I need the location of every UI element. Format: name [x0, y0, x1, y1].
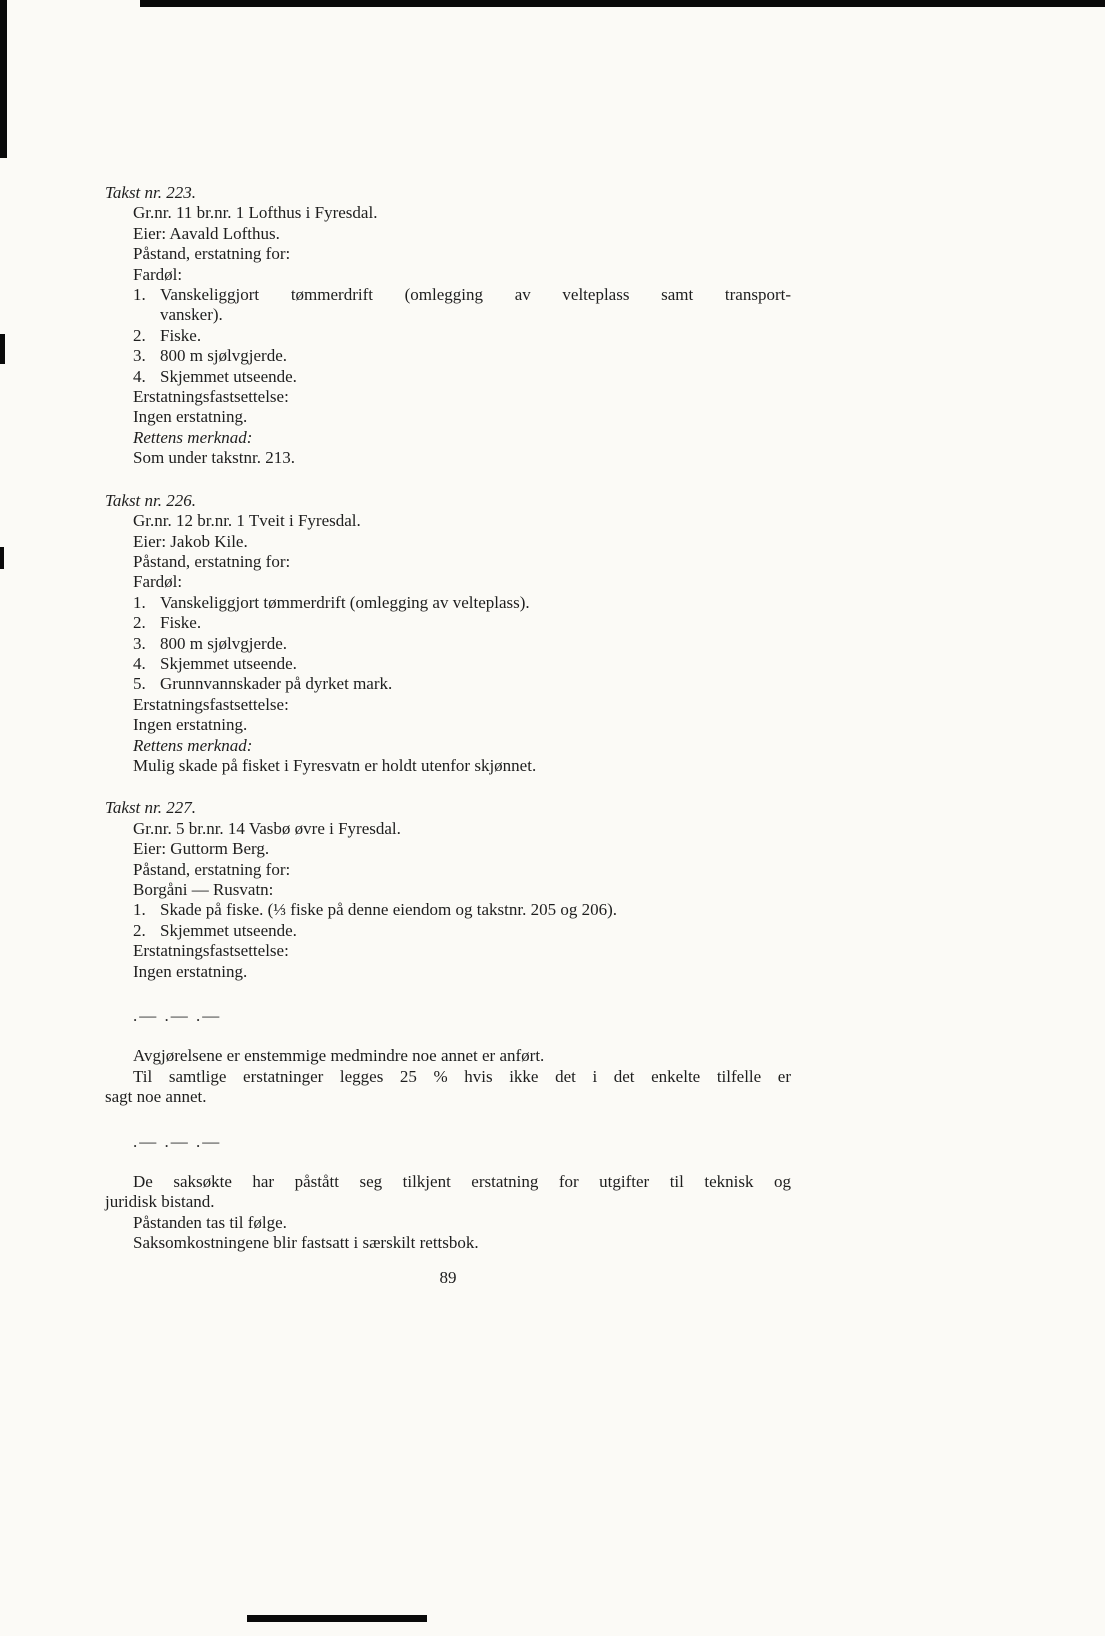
list-number: 3.: [133, 633, 146, 653]
body-line: Påstand, erstatning for:: [133, 859, 291, 879]
list-item-line: [133, 613, 791, 633]
section-heading: Takst nr. 227.: [105, 798, 197, 818]
body-line: Rettens merknad:: [133, 735, 253, 755]
footer-paragraph: [105, 1172, 791, 1254]
list-number: 1.: [133, 592, 146, 612]
list-number: 2.: [133, 613, 146, 633]
list-number: 2.: [133, 920, 146, 940]
divider: .— .— .—: [133, 1131, 222, 1151]
body-line: Erstatningsfastsettelse:: [133, 694, 289, 714]
list-text: Skjemmet utseende.: [160, 366, 297, 386]
list-number: 2.: [133, 325, 146, 345]
paragraph-line: Saksomkostningene blir fastsatt i særskilt rettsbok.: [133, 1233, 479, 1253]
body-line: Rettens merknad:: [133, 427, 253, 447]
list-text: Fiske.: [160, 325, 202, 345]
scan-artifact-left-tick: [0, 547, 4, 569]
list-text: Skade på fiske. (⅓ fiske på denne eiendom og takstnr. 205 og 206).: [160, 900, 618, 920]
body-line: Eier: Guttorm Berg.: [133, 839, 270, 859]
body-line: Ingen erstatning.: [133, 715, 248, 735]
body-line: Som under takstnr. 213.: [133, 448, 295, 468]
body-line: Ingen erstatning.: [133, 407, 248, 427]
list-text: Skjemmet utseende.: [160, 653, 297, 673]
scan-artifact-left-tick: [0, 334, 5, 364]
list-item-line: [133, 593, 791, 613]
paragraph-line: juridisk bistand.: [105, 1192, 215, 1212]
list-item-line: [133, 900, 791, 920]
takst-section: [105, 491, 791, 777]
body-line: Eier: Jakob Kile.: [133, 531, 248, 551]
page-content: [105, 183, 791, 1288]
body-line: Borgåni — Rusvatn:: [133, 880, 274, 899]
list-number: 3.: [133, 346, 146, 366]
body-line: Eier: Aavald Lofthus.: [133, 223, 280, 243]
takst-section: [105, 183, 791, 469]
sections-container: [105, 183, 791, 982]
list-number: 4.: [133, 653, 146, 673]
list-item-line: [133, 367, 791, 387]
footer-container: [105, 1006, 791, 1254]
list-text: 800 m sjølvgjerde.: [160, 346, 288, 366]
body-line: Fardøl:: [133, 264, 183, 284]
body-line: Gr.nr. 12 br.nr. 1 Tveit i Fyresdal.: [133, 511, 361, 531]
list-text: 800 m sjølvgjerde.: [160, 633, 288, 653]
body-line: Gr.nr. 11 br.nr. 1 Lofthus i Fyresdal.: [133, 203, 378, 223]
paragraph-line: De saksøkte har påstått seg tilkjent erstatning for utgifter til teknisk og: [133, 1172, 791, 1192]
body-line: vansker).: [160, 305, 223, 325]
paragraph-line: Påstanden tas til følge.: [133, 1212, 287, 1232]
body-line: Påstand, erstatning for:: [133, 551, 291, 571]
body-line: Fardøl:: [133, 572, 183, 592]
list-item-line: [133, 346, 791, 366]
paragraph-line: Avgjørelsene er enstemmige medmindre noe annet er anført.: [133, 1046, 545, 1066]
body-line: Mulig skade på fisket i Fyresvatn er holdt utenfor skjønnet.: [133, 755, 537, 775]
paragraph-line: Til samtlige erstatninger legges 25 % hvis ikke det i det enkelte tilfelle er: [133, 1066, 791, 1086]
list-number: 1.: [133, 900, 146, 920]
paragraph-line: sagt noe annet.: [105, 1087, 207, 1107]
body-line: Ingen erstatning.: [133, 961, 248, 981]
list-text: Skjemmet utseende.: [160, 920, 297, 940]
scan-artifact-top-bar: [140, 0, 1105, 7]
section-heading: Takst nr. 223.: [105, 183, 197, 202]
list-text: Fiske.: [160, 613, 202, 633]
body-line: Gr.nr. 5 br.nr. 14 Vasbø øvre i Fyresdal.: [133, 818, 401, 838]
takst-section: [105, 798, 791, 982]
page-number: 89: [439, 1267, 457, 1287]
section-heading: Takst nr. 226.: [105, 490, 197, 510]
list-item-line: [133, 921, 791, 941]
list-item-line: [133, 674, 791, 694]
list-number: 1.: [133, 285, 146, 305]
list-text: Vanskeliggjort tømmerdrift (omlegging av velteplass).: [160, 592, 530, 612]
list-item-line: [133, 326, 791, 346]
body-line: Påstand, erstatning for:: [133, 244, 291, 264]
divider: .— .— .—: [133, 1006, 222, 1026]
scan-artifact-bottom-bar: [247, 1615, 427, 1622]
list-item-line: [133, 654, 791, 674]
body-line: Erstatningsfastsettelse:: [133, 387, 289, 407]
list-number: 5.: [133, 674, 146, 694]
scan-artifact-left-bar: [0, 0, 7, 158]
body-line: Erstatningsfastsettelse:: [133, 941, 289, 961]
list-item-line: [133, 285, 791, 305]
footer-paragraph: [105, 1046, 791, 1107]
list-text: Grunnvannskader på dyrket mark.: [160, 674, 393, 694]
list-text: Vanskeliggjort tømmerdrift (omlegging av velteplass samt transport-: [160, 285, 791, 305]
list-number: 4.: [133, 366, 146, 386]
list-item-line: [133, 634, 791, 654]
